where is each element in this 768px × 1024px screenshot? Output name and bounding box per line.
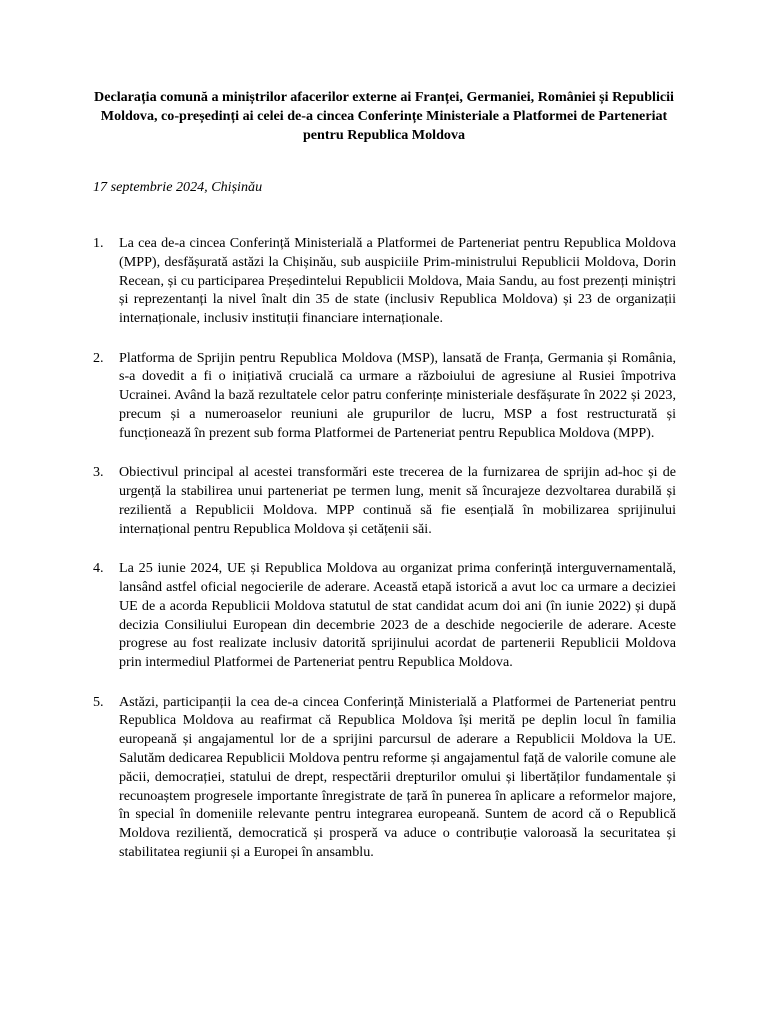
- paragraph-item: [93, 349, 676, 443]
- paragraph-text: La cea de-a cincea Conferință Ministerială a Platformei de Parteneriat pentru Republica Moldova (MPP), desfășurată astăzi la Chișinău, sub auspiciile Prim-ministrului Republicii Moldova, Dorin Recean, și cu participarea Președintelui Republicii Moldova, Maia Sandu, au fost prezenți miniștri și reprezentanți la nivel înalt din 35 de state (inclusiv Republica Moldova) și 23 de organizații internaționale, inclusiv instituții financiare internaționale.: [119, 235, 676, 327]
- paragraph-item: [93, 463, 676, 538]
- paragraph-item: [93, 234, 676, 328]
- paragraph-text: Platforma de Sprijin pentru Republica Moldova (MSP), lansată de Franța, Germania și România, s-a dovedit a fi o inițiativă crucială ca urmare a războiului de agresiune al Rusiei împotriva Ucrainei. Având la bază rezultatele celor patru conferințe ministeriale desfășurate în 2022 și 2023, precum și a numeroaselor reuniuni ale grupurilor de lucru, MSP a fost restructurată și funcționează în prezent sub forma Platformei de Parteneriat pentru Republica Moldova (MPP).: [119, 349, 676, 441]
- paragraph-number: 4.: [93, 560, 104, 577]
- paragraph-number: 2.: [93, 349, 104, 366]
- paragraph-number: 5.: [93, 693, 104, 710]
- paragraph-item: [93, 693, 676, 862]
- document-title: Declarația comună a miniștrilor afacerilor externe ai Franței, Germaniei, României și Republicii Moldova, co-președinți ai celei de-a cincea Conferințe Ministeriale a Platformei de Parteneriat pentru Republica Moldova: [94, 89, 674, 143]
- paragraph-number: 3.: [93, 464, 104, 481]
- paragraph-item: [93, 559, 676, 672]
- document-date: 17 septembrie 2024, Chișinău: [93, 179, 263, 195]
- paragraph-text: Obiectivul principal al acestei transformări este trecerea de la furnizarea de sprijin ad-hoc și de urgență la stabilirea unui parteneriat pe termen lung, menit să încurajeze dezvoltarea durabilă și rezilientă a Republicii Moldova. MPP continuă să fie esențială în mobilizarea sprijinului internațional pentru Republica Moldova și cetățenii săi.: [119, 464, 676, 537]
- paragraph-text: La 25 iunie 2024, UE și Republica Moldova au organizat prima conferință interguvernamentală, lansând astfel oficial negocierile de aderare. Această etapă istorică a avut loc ca urmare a deciziei UE de a acorda Republicii Moldova statutul de stat candidat acum doi ani (în iunie 2022) și după decizia Consiliului European din decembrie 2023 de a deschide negocierile de aderare. Aceste progrese au fost realizate inclusiv datorită sprijinului acordat de partenerii Republicii Moldova prin intermediul Platformei de Parteneriat pentru Republica Moldova.: [119, 560, 676, 671]
- paragraph-number: 1.: [93, 235, 104, 251]
- paragraph-text: Astăzi, participanții la cea de-a cincea Conferință Ministerială a Platformei de Parteneriat pentru Republica Moldova au reafirmat că Republica Moldova își merită pe deplin locul în familia europeană și angajamentul lor de a sprijini parcursul de aderare a Republicii Moldova la UE. Salutăm dedicarea Republicii Moldova pentru reforme și angajamentul față de valorile comune ale păcii, democrației, statului de drept, respectării drepturilor omului și libertăților fundamentale și recunoaștem progresele importante înregistrate de țară în punerea în aplicare a reformelor majore, în special în domeniile relevante pentru integrarea europeană. Suntem de acord că o Republică Moldova rezilientă, democratică și prosperă va aduce o contribuție valoroasă la securitatea și stabilitatea regiunii și a Europei în ansamblu.: [119, 693, 676, 861]
- paragraph-list: [93, 234, 676, 883]
